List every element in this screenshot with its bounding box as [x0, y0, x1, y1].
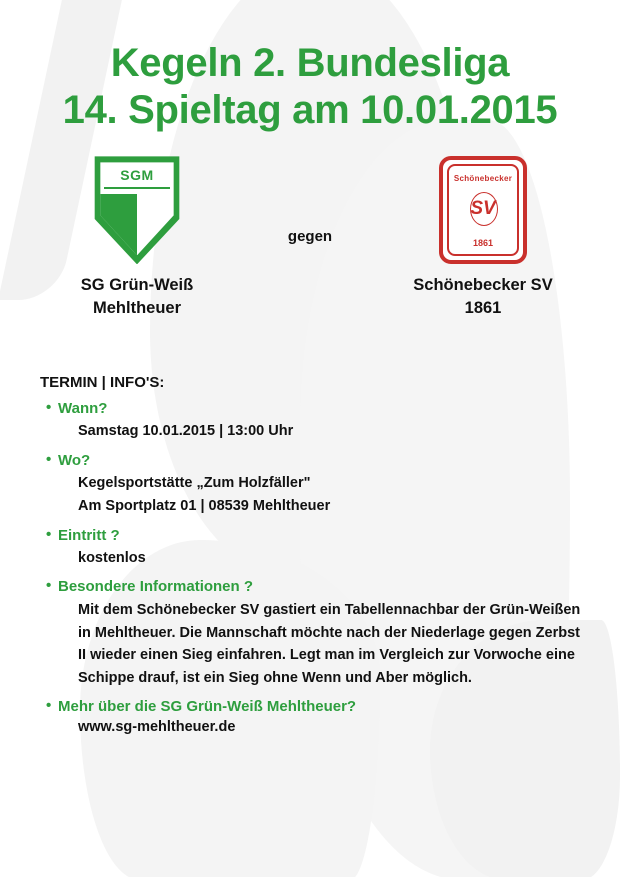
- home-team-name-line-2: Mehltheuer: [92, 298, 181, 317]
- info-item-wann: [40, 400, 620, 442]
- info-answer: Am Sportplatz 01 | 08539 Mehltheuer: [78, 498, 331, 515]
- info-answer: Samstag 10.01.2015 | 13:00 Uhr: [78, 423, 294, 440]
- info-answer: kostenlos: [78, 549, 146, 566]
- match-teams: [0, 156, 620, 366]
- home-crest-initials: SGM: [120, 167, 154, 184]
- info-question: • Wann?: [58, 400, 620, 417]
- info-item-mehr: [40, 698, 620, 735]
- website-link[interactable]: www.sg-mehltheuer.de: [78, 719, 236, 736]
- info-question: • Wo?: [58, 452, 620, 469]
- info-item-wo: [40, 452, 620, 518]
- away-team-name-line-2: 1861: [464, 298, 502, 317]
- home-team-name-line-1: SG Grün-Weiß: [80, 276, 194, 295]
- away-crest-arc-text: Schönebecker: [453, 174, 513, 184]
- info-question-more: • Mehr über die SG Grün-Weiß Mehltheuer?: [58, 698, 620, 715]
- info-item-besondere: [40, 578, 620, 689]
- title-line-1: Kegeln 2. Bundesliga: [110, 41, 510, 85]
- title-line-2: 14. Spieltag am 10.01.2015: [62, 88, 558, 133]
- away-team-name-line-1: Schönebecker SV: [413, 276, 553, 295]
- info-question: • Eintritt ?: [58, 527, 620, 544]
- info-answer: Kegelsportstätte „Zum Holzfäller": [78, 474, 311, 491]
- versus-label: gegen: [287, 228, 333, 246]
- info-question: • Besondere Informationen ?: [58, 578, 620, 595]
- away-crest-icon: [439, 156, 527, 264]
- crest-divider: [104, 187, 170, 189]
- home-team-name: [22, 274, 252, 319]
- away-team: [368, 156, 598, 319]
- page-title: [0, 0, 620, 134]
- away-crest-year: 1861: [472, 238, 494, 249]
- away-crest-initials: SV: [470, 198, 496, 220]
- info-paragraph: Mit dem Schönebecker SV gastiert ein Tabellennachbar der Grün-Weißen in Mehltheuer. Die Mannschaft möchte nach der Niederlage gegen Zerbst II wieder einen Sieg einfahren. Legt man im Vergleich zur Vorwoche eine Schippe drauf, ist ein Sieg ohne Wenn und Aber möglich.: [78, 602, 581, 686]
- info-heading: TERMIN | INFO'S:: [40, 374, 165, 392]
- info-section: [0, 366, 620, 735]
- home-crest-icon: [91, 156, 183, 264]
- away-team-name: [368, 274, 598, 319]
- info-item-eintritt: [40, 527, 620, 569]
